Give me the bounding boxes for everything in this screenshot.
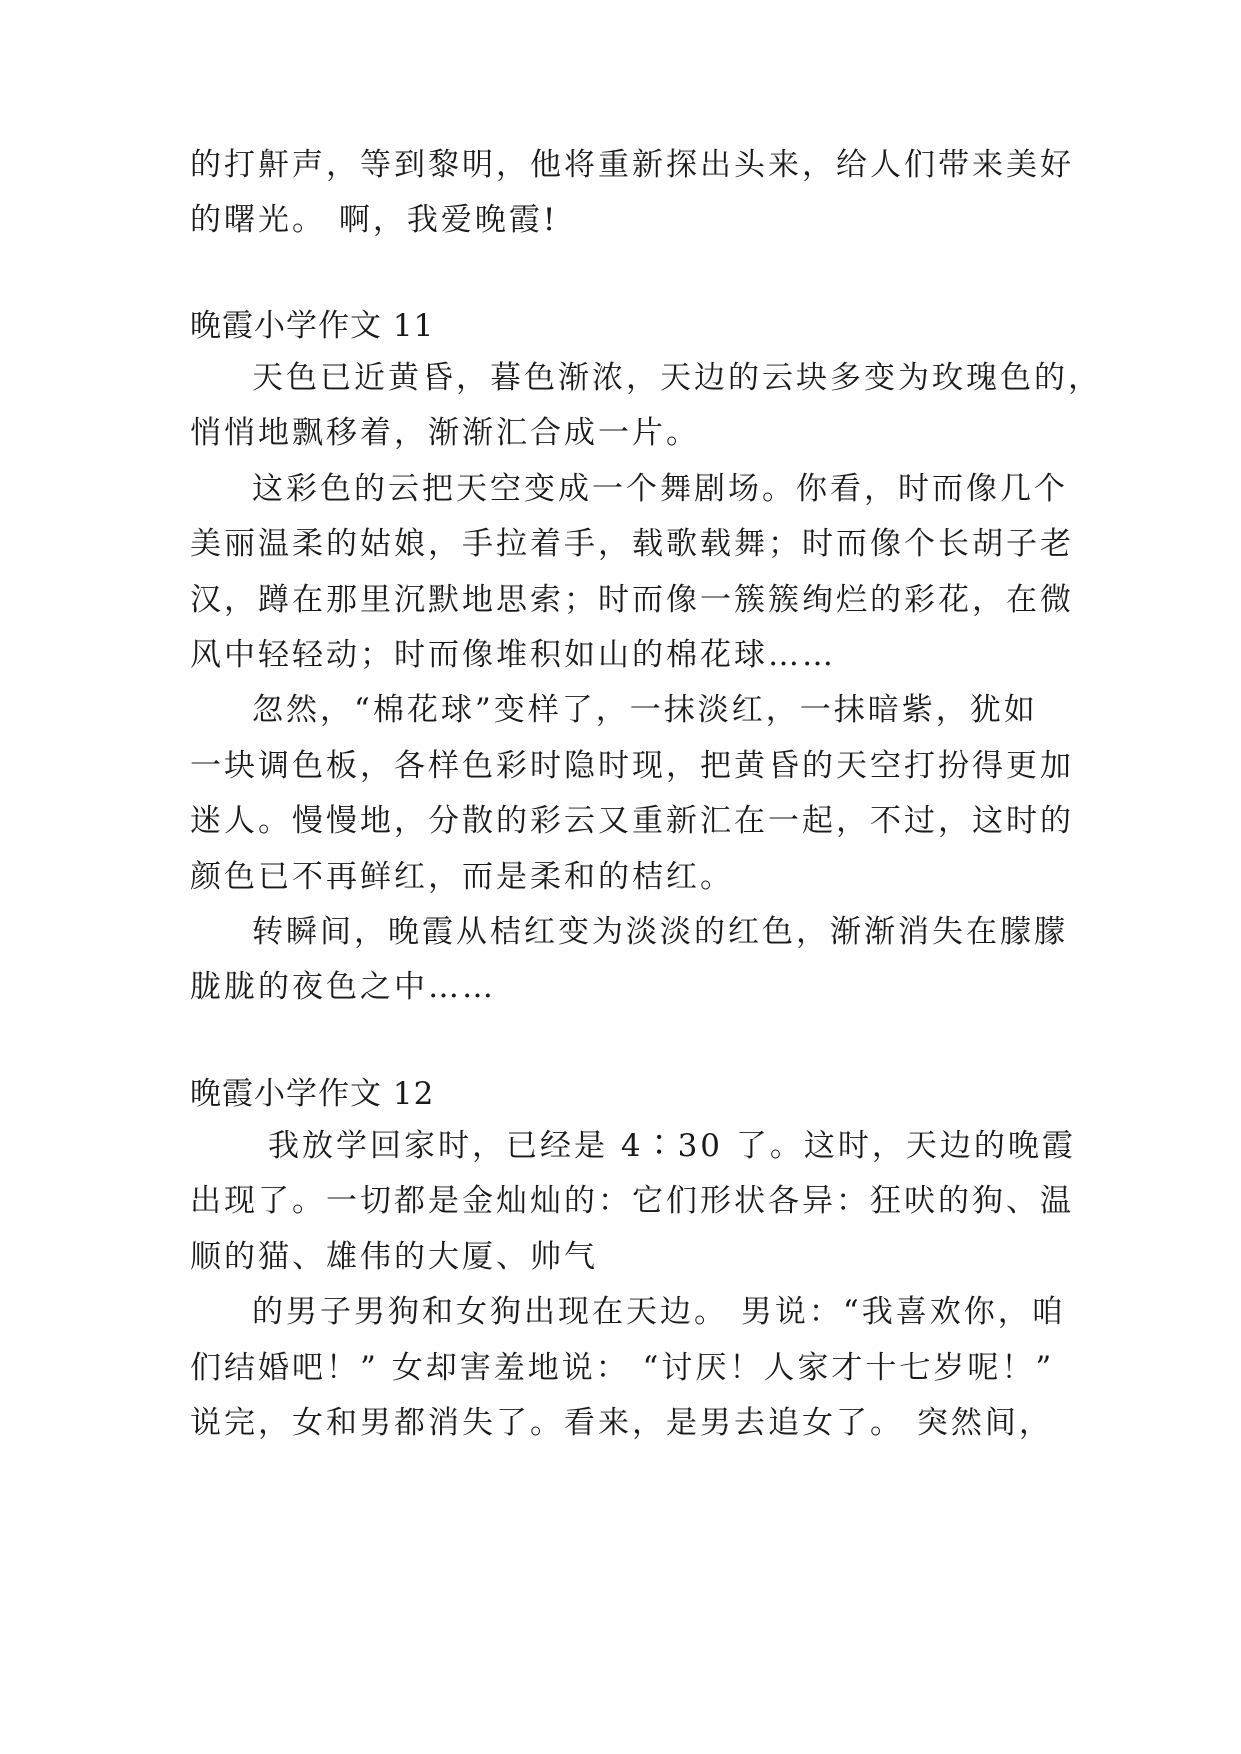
text-line: 颜色已不再鲜红，而是柔和的桔红。 <box>190 859 734 895</box>
text-line: 一块调色板，各样色彩时隐时现，把黄昏的天空打扮得更加 <box>190 748 1074 784</box>
text-line: 胧胧的夜色之中…… <box>190 969 496 1005</box>
text-line: 说完，女和男都消失了。看来，是男去追女了。 突然间， <box>190 1405 1053 1441</box>
text-line: 出现了。一切都是金灿灿的：它们形状各异：狂吠的狗、温 <box>190 1183 1074 1219</box>
text-line: 的男子男狗和女狗出现在天边。 男说：“我喜欢你，咱 <box>252 1294 1066 1330</box>
text-line: 这彩色的云把天空变成一个舞剧场。你看，时而像几个 <box>252 471 1068 507</box>
text-line: 汉，蹲在那里沉默地思索；时而像一簇簇绚烂的彩花，在微 <box>190 582 1074 618</box>
text-line: 悄悄地飘移着，渐渐汇合成一片。 <box>190 415 700 451</box>
text-line: 迷人。慢慢地，分散的彩云又重新汇在一起，不过，这时的 <box>190 803 1074 839</box>
text-line: 们结婚吧！” 女却害羞地说： “讨厌！人家才十七岁呢！” <box>190 1350 1055 1386</box>
text-line: 忽然，“棉花球”变样了，一抹淡红，一抹暗紫，犹如 <box>252 692 1038 728</box>
text-line: 美丽温柔的姑娘，手拉着手，载歌载舞；时而像个长胡子老 <box>190 526 1074 562</box>
section-heading: 晚霞小学作文 11 <box>190 308 435 344</box>
text-line: 的打鼾声，等到黎明，他将重新探出头来，给人们带来美好 <box>190 147 1074 183</box>
text-line: 的曙光。 啊，我爱晚霞! <box>190 202 559 238</box>
text-line: 转瞬间，晚霞从桔红变为淡淡的红色，渐渐消失在朦朦 <box>252 914 1068 950</box>
text-line: 顺的猫、雄伟的大厦、帅气 <box>190 1239 598 1275</box>
text-line: 天色已近黄昏，暮色渐浓，天边的云块多变为玫瑰色的， <box>252 360 1102 396</box>
text-line: 我放学回家时，已经是 4∶30 了。这时，天边的晚霞 <box>268 1128 1076 1164</box>
text-line: 风中轻轻动；时而像堆积如山的棉花球…… <box>190 637 836 673</box>
section-heading: 晚霞小学作文 12 <box>190 1076 435 1112</box>
